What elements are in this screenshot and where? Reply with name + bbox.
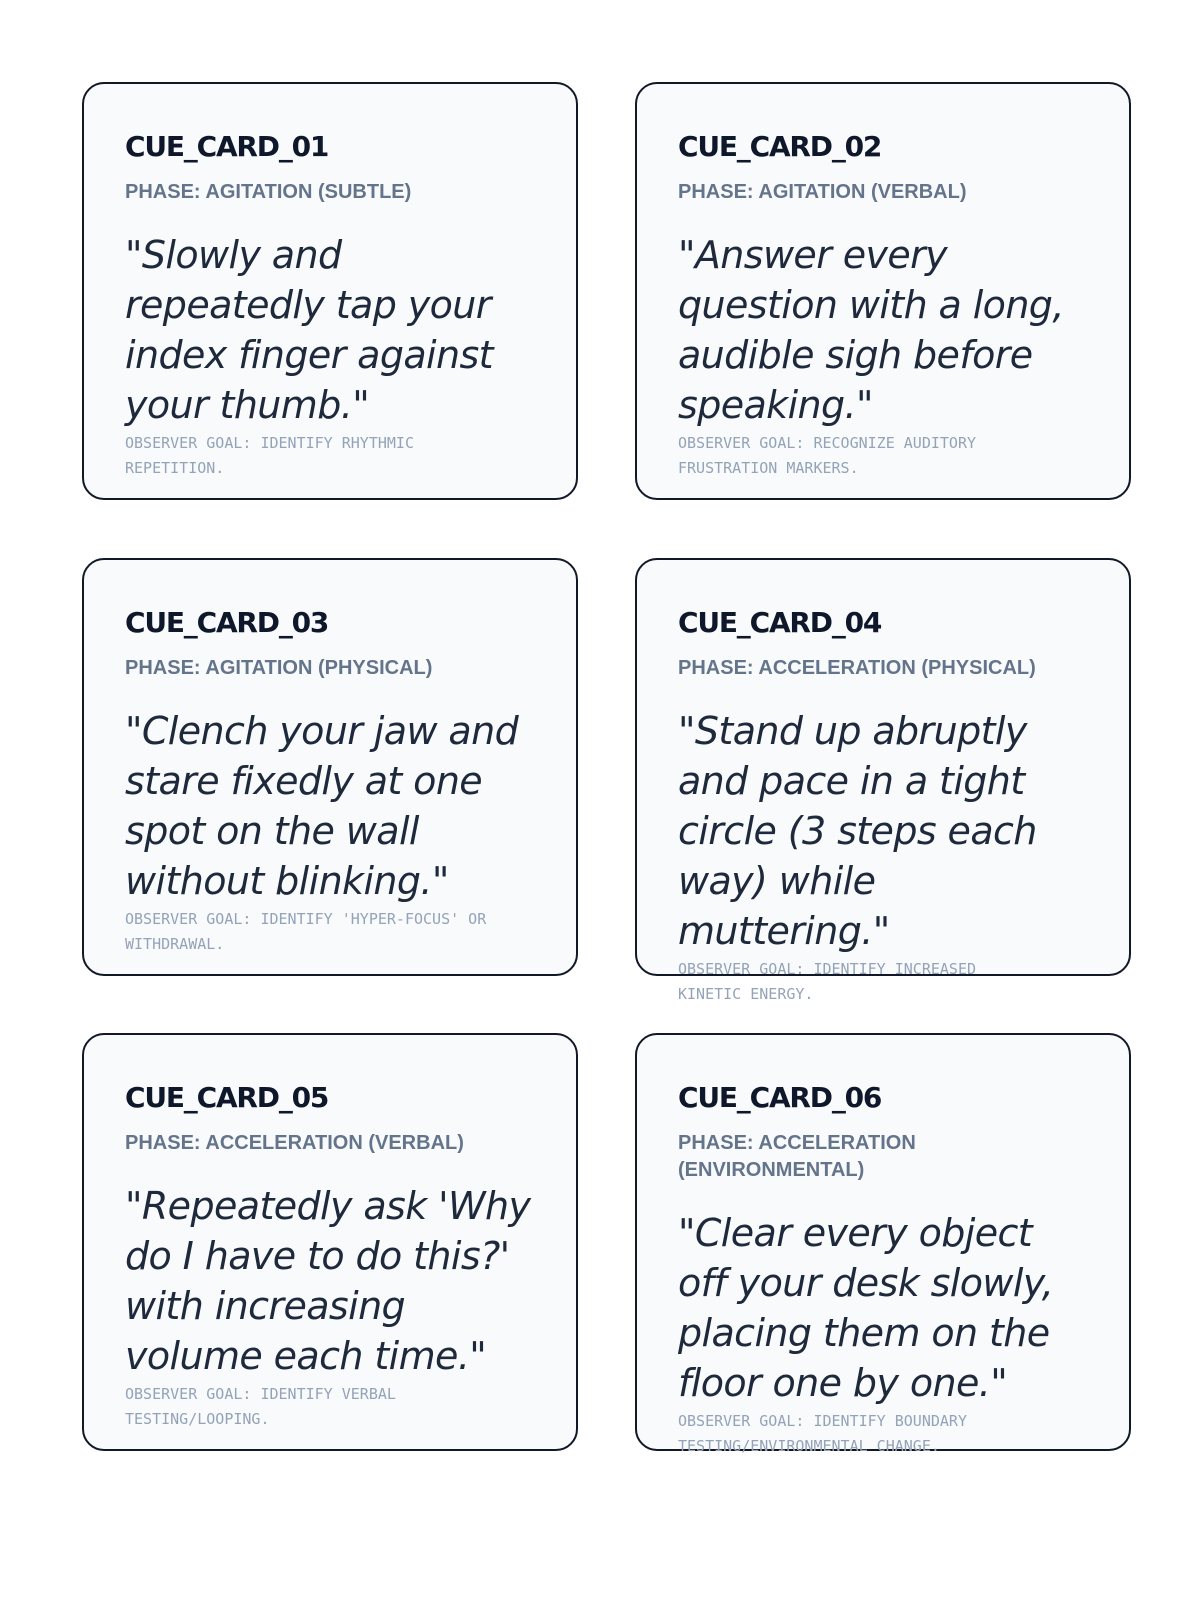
card-title: CUE_CARD_05 [125, 1081, 329, 1114]
card-cue-text: "Clench your jaw and stare fixedly at one spot on the wall without blinking." [125, 709, 519, 903]
cue-card-01 [82, 82, 578, 500]
card-phase: PHASE: AGITATION (PHYSICAL) [125, 657, 433, 679]
card-title: CUE_CARD_02 [678, 130, 882, 163]
card-title: CUE_CARD_04 [678, 606, 882, 639]
card-title: CUE_CARD_03 [125, 606, 329, 639]
cue-card-02 [635, 82, 1131, 500]
card-phase: PHASE: ACCELERATION (ENVIRONMENTAL) [678, 1132, 916, 1181]
cue-card-03 [82, 558, 578, 976]
cue-card-05 [82, 1033, 578, 1451]
card-observer-goal: OBSERVER GOAL: IDENTIFY RHYTHMIC REPETITION. [125, 434, 414, 477]
card-title: CUE_CARD_06 [678, 1081, 882, 1114]
card-cue-text: "Slowly and repeatedly tap your index finger against your thumb." [125, 233, 493, 427]
cue-card-06 [635, 1033, 1131, 1455]
card-observer-goal: OBSERVER GOAL: IDENTIFY VERBAL TESTING/LOOPING. [125, 1385, 396, 1428]
cue-card-04 [635, 558, 1131, 1003]
card-phase: PHASE: ACCELERATION (VERBAL) [125, 1132, 464, 1154]
card-observer-goal: OBSERVER GOAL: RECOGNIZE AUDITORY FRUSTRATION MARKERS. [678, 434, 977, 477]
card-observer-goal: OBSERVER GOAL: IDENTIFY INCREASED KINETIC ENERGY. [678, 960, 977, 1003]
card-phase: PHASE: AGITATION (VERBAL) [678, 181, 967, 203]
card-observer-goal: OBSERVER GOAL: IDENTIFY BOUNDARY TESTING/ENVIRONMENTAL CHANGE. [678, 1412, 967, 1455]
card-cue-text: "Repeatedly ask 'Why do I have to do this?' with increasing volume each time." [125, 1184, 531, 1378]
card-phase: PHASE: AGITATION (SUBTLE) [125, 181, 412, 203]
card-cue-text: "Stand up abruptly and pace in a tight circle (3 steps each way) while muttering." [678, 709, 1037, 953]
card-observer-goal: OBSERVER GOAL: IDENTIFY 'HYPER-FOCUS' OR WITHDRAWAL. [125, 910, 487, 953]
card-phase: PHASE: ACCELERATION (PHYSICAL) [678, 657, 1036, 679]
card-cue-text: "Clear every object off your desk slowly, placing them on the floor one by one." [678, 1211, 1054, 1405]
card-cue-text: "Answer every question with a long, audible sigh before speaking." [678, 233, 1064, 427]
card-title: CUE_CARD_01 [125, 130, 329, 163]
